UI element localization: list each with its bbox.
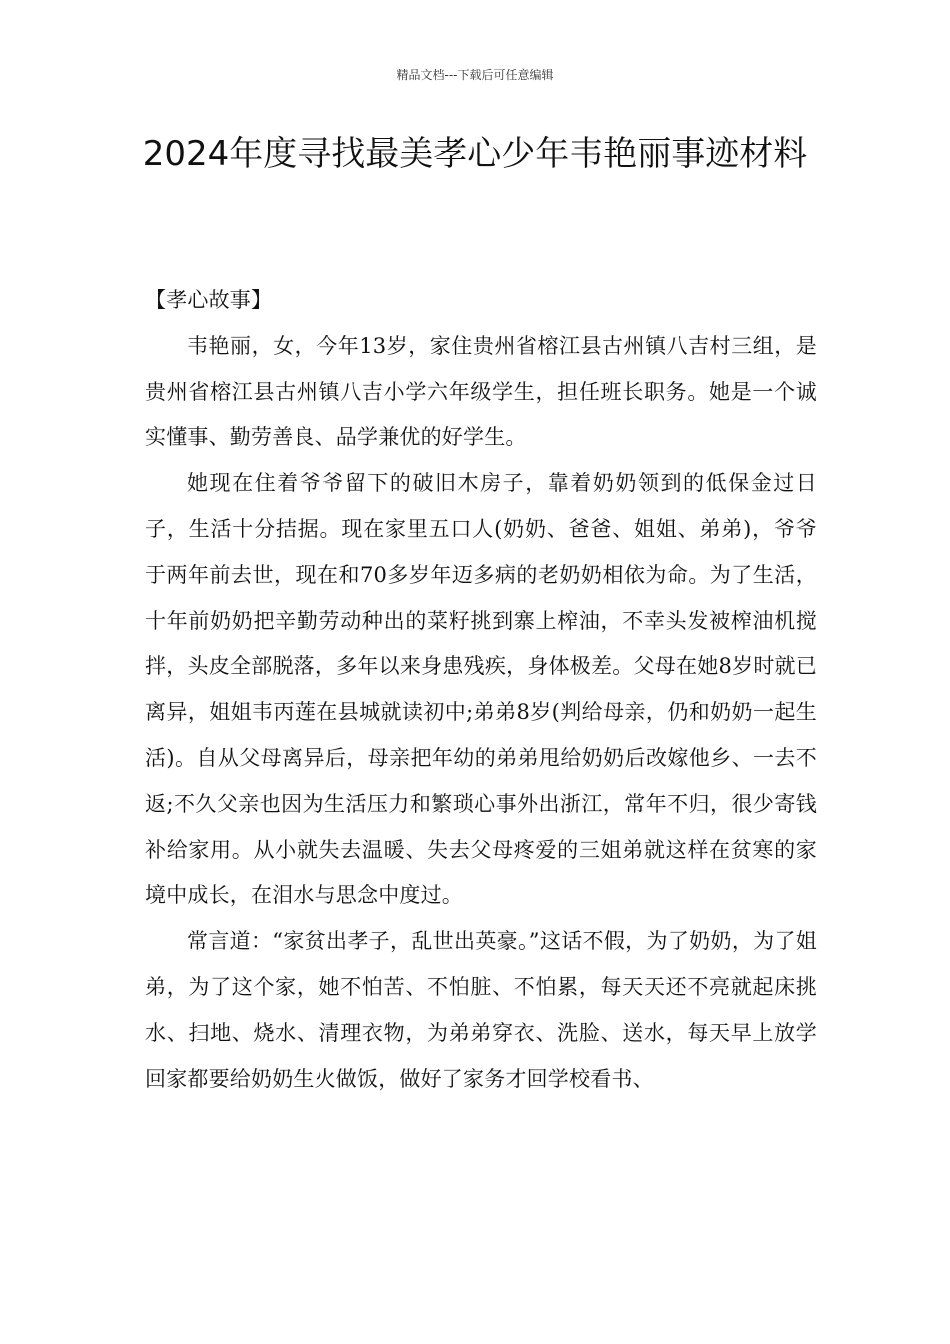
document-title: 2024年度寻找最美孝心少年韦艳丽事迹材料 — [142, 134, 808, 174]
page-header: 精品文档---下载后可任意编辑 — [396, 68, 554, 82]
paragraph: 常言道：“家贫出孝子，乱世出英豪。”这话不假，为了奶奶，为了姐弟，为了这个家，她不怕苦、不怕脏、不怕累，每天天还不亮就起床挑水、扫地、烧水、清理衣物，为弟弟穿衣、洗脸、送水，每天早上放学回家都要给奶奶生火做饭，做好了家务才回学校看书、 — [145, 929, 817, 1091]
document-body — [145, 278, 817, 1102]
section-heading: 【孝心故事】 — [145, 288, 273, 312]
paragraph: 她现在住着爷爷留下的破旧木房子，靠着奶奶领到的低保金过日子，生活十分拮据。现在家里五口人(奶奶、爸爸、姐姐、弟弟)，爷爷于两年前去世，现在和70多岁年迈多病的老奶奶相依为命。为了生活，十年前奶奶把辛勤劳动种出的菜籽挑到寨上榨油，不幸头发被榨油机搅拌，头皮全部脱落，多年以来身患残疾，身体极差。父母在她8岁时就已离异，姐姐韦丙莲在县城就读初中;弟弟8岁(判给母亲，仍和奶奶一起生活)。自从父母离异后，母亲把年幼的弟弟甩给奶奶后改嫁他乡、一去不返;不久父亲也因为生活压力和繁琐心事外出浙江，常年不归，很少寄钱补给家用。从小就失去温暖、失去父母疼爱的三姐弟就这样在贫寒的家境中成长，在泪水与思念中度过。 — [145, 471, 817, 908]
paragraph: 韦艳丽，女，今年13岁，家住贵州省榕江县古州镇八吉村三组，是贵州省榕江县古州镇八吉小学六年级学生，担任班长职务。她是一个诚实懂事、勤劳善良、品学兼优的好学生。 — [145, 333, 817, 450]
